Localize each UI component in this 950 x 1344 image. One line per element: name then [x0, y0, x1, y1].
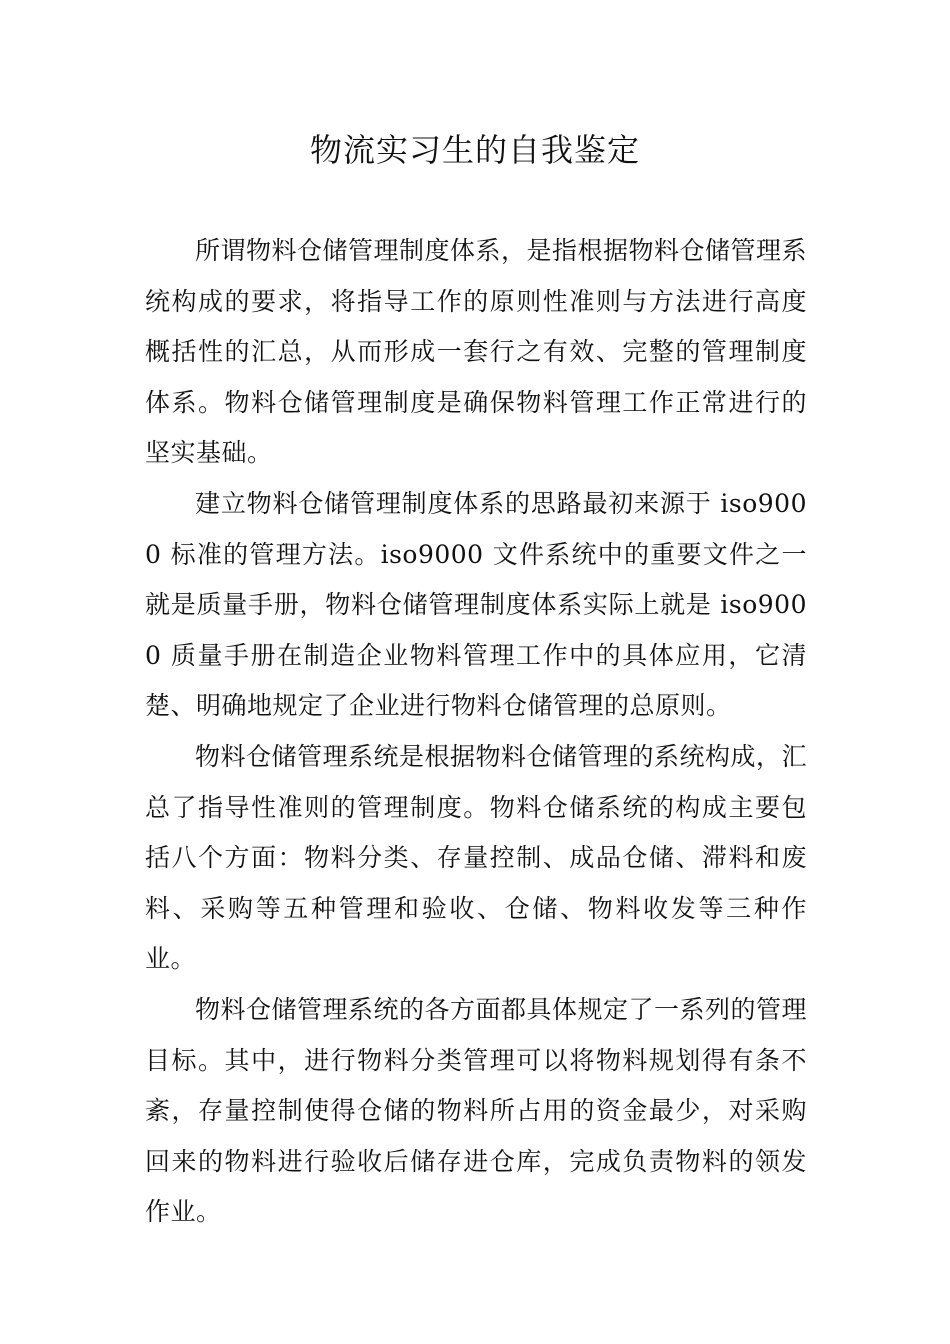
- document-title: 物流实习生的自我鉴定: [309, 131, 640, 169]
- paragraph-2: 建立物料仓储管理制度体系的思路最初来源于 iso9000 标准的管理方法。iso9000 文件系统中的重要文件之一就是质量手册，物料仓储管理制度体系实际上就是 iso9000 质量手册在制造企业物料管理工作中的具体应用，它清楚、明确地规定了企业进行物料仓储管理的总原则。: [145, 488, 807, 721]
- document-body: [145, 226, 807, 1238]
- paragraph-4: 物料仓储管理系统的各方面都具体规定了一系列的管理目标。其中，进行物料分类管理可以将物料规划得有条不紊，存量控制使得仓储的物料所占用的资金最少，对采购回来的物料进行验收后储存进仓库，完成负责物料的领发作业。: [145, 994, 808, 1227]
- paragraph-1: 所谓物料仓储管理制度体系，是指根据物料仓储管理系统构成的要求，将指导工作的原则性准则与方法进行高度概括性的汇总，从而形成一套行之有效、完整的管理制度体系。物料仓储管理制度是确保物料管理工作正常进行的坚实基础。: [145, 236, 808, 468]
- paragraph-3: 物料仓储管理系统是根据物料仓储管理的系统构成，汇总了指导性准则的管理制度。物料仓储系统的构成主要包括八个方面：物料分类、存量控制、成品仓储、滞料和废料、采购等五种管理和验收、仓储、物料收发等三种作业。: [145, 741, 808, 974]
